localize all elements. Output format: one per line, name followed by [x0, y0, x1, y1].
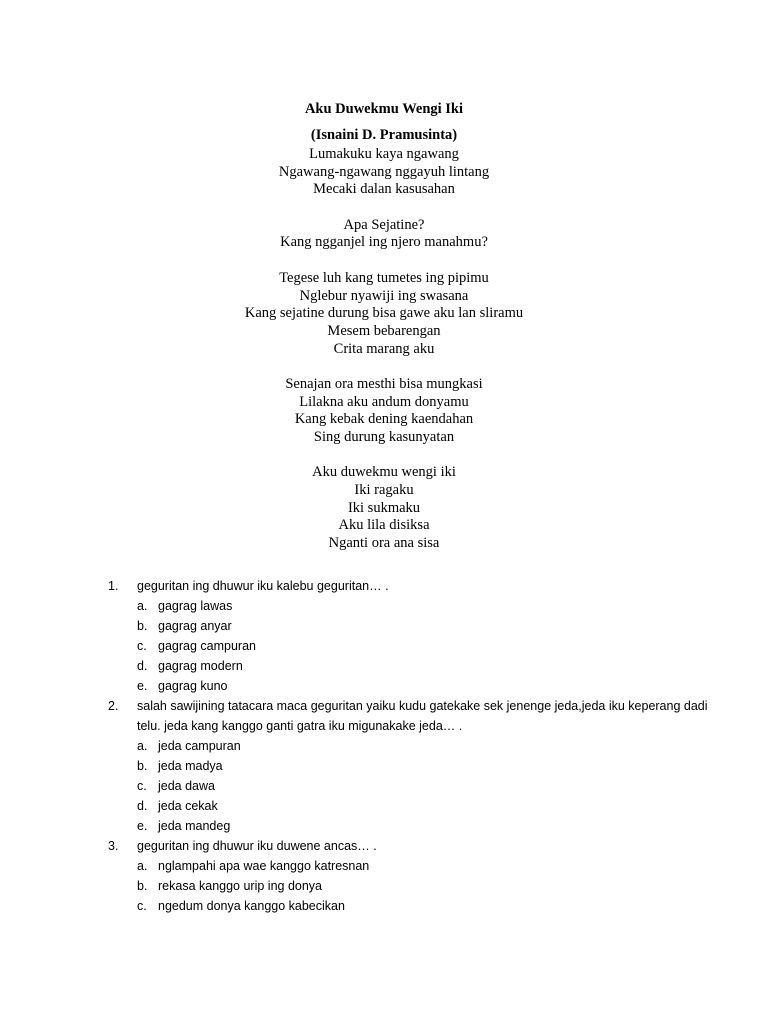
answer-option — [137, 876, 728, 896]
option-letter: b. — [137, 619, 148, 633]
poem-stanza — [0, 270, 768, 358]
poem-line: Crita marang aku — [333, 340, 435, 357]
option-letter: b. — [137, 879, 148, 893]
option-letter: c. — [137, 899, 147, 913]
answer-option — [137, 636, 728, 656]
question-number: 2. — [108, 699, 119, 713]
poem-line: Mecaki dalan kasusahan — [313, 181, 455, 198]
poem-author: (Isnaini D. Pramusinta) — [310, 127, 458, 143]
option-text: jeda dawa — [158, 779, 215, 793]
option-letter: e. — [137, 679, 148, 693]
poem-line: Senajan ora mesthi bisa mungkasi — [285, 375, 483, 392]
poem-line: Kang sejatine durung bisa gawe aku lan sliramu — [244, 305, 524, 322]
answer-option — [137, 656, 728, 676]
poem-line: Aku lila disiksa — [338, 517, 430, 534]
question-item — [108, 696, 728, 836]
poem-line: Kang ngganjel ing njero manahmu? — [280, 234, 488, 251]
option-text: jeda campuran — [158, 739, 241, 753]
answer-option — [137, 596, 728, 616]
answer-option — [137, 896, 728, 916]
poem-stanza — [0, 146, 768, 199]
question-text: geguritan ing dhuwur iku duwene ancas… . — [137, 839, 377, 853]
option-letter: a. — [137, 739, 148, 753]
answer-option — [137, 676, 728, 696]
question-list — [108, 576, 728, 916]
poem — [0, 99, 768, 553]
option-text: rekasa kanggo urip ing donya — [158, 879, 323, 893]
option-letter: d. — [137, 659, 148, 673]
option-letter: a. — [137, 859, 148, 873]
option-letter: c. — [137, 639, 147, 653]
poem-title: Aku Duwekmu Wengi Iki — [304, 101, 464, 117]
option-text: gagrag campuran — [158, 639, 256, 653]
option-text: jeda mandeg — [158, 819, 231, 833]
question-text: geguritan ing dhuwur iku kalebu geguritan… . — [137, 579, 389, 593]
poem-line: Nganti ora ana sisa — [328, 535, 440, 552]
answer-option — [137, 856, 728, 876]
poem-line: Apa Sejatine? — [343, 216, 425, 233]
answer-option — [137, 816, 728, 836]
option-letter: b. — [137, 759, 148, 773]
poem-stanza — [0, 464, 768, 552]
poem-line: Mesem bebarengan — [327, 322, 441, 339]
option-text: jeda madya — [158, 759, 223, 773]
poem-stanzas — [0, 146, 768, 553]
question-item — [108, 576, 728, 696]
poem-line: Lilakna aku andum donyamu — [299, 393, 469, 410]
poem-line: Aku duwekmu wengi iki — [312, 464, 456, 481]
question-number: 3. — [108, 839, 119, 853]
option-text: nglampahi apa wae kanggo katresnan — [158, 859, 370, 873]
option-letter: d. — [137, 799, 148, 813]
answer-option — [137, 796, 728, 816]
poem-line: Lumakuku kaya ngawang — [309, 146, 459, 162]
option-text: gagrag kuno — [158, 679, 228, 693]
poem-stanza — [0, 376, 768, 447]
question-header — [108, 836, 728, 856]
question-text: salah sawijining tatacara maca geguritan yaiku kudu gatekake sek jenenge jeda,jeda iku keperang dadi telu. jeda kang kanggo ganti gatra iku migunakake jeda… . — [137, 699, 708, 733]
poem-line: Sing durung kasunyatan — [313, 429, 455, 445]
option-letter: c. — [137, 779, 147, 793]
option-text: gagrag anyar — [158, 619, 232, 633]
poem-line: Iki ragaku — [354, 482, 414, 499]
option-text: gagrag lawas — [158, 599, 233, 613]
option-text: ngedum donya kanggo kabecikan — [158, 899, 345, 913]
poem-line: Ngawang-ngawang nggayuh lintang — [278, 163, 490, 180]
poem-line: Iki sukmaku — [347, 499, 421, 516]
option-letter: e. — [137, 819, 148, 833]
poem-line: Tegese luh kang tumetes ing pipimu — [279, 269, 489, 286]
question-header — [108, 696, 728, 736]
answer-option — [137, 616, 728, 636]
poem-line: Nglebur nyawiji ing swasana — [299, 287, 469, 304]
question-item — [108, 836, 728, 916]
question-header — [108, 576, 728, 596]
option-text: gagrag modern — [158, 659, 243, 673]
answer-option — [137, 756, 728, 776]
question-number: 1. — [108, 579, 119, 593]
poem-line: Kang kebak dening kaendahan — [294, 411, 474, 428]
answer-option — [137, 776, 728, 796]
option-text: jeda cekak — [158, 799, 218, 813]
poem-stanza — [0, 217, 768, 252]
option-letter: a. — [137, 599, 148, 613]
answer-option — [137, 736, 728, 756]
